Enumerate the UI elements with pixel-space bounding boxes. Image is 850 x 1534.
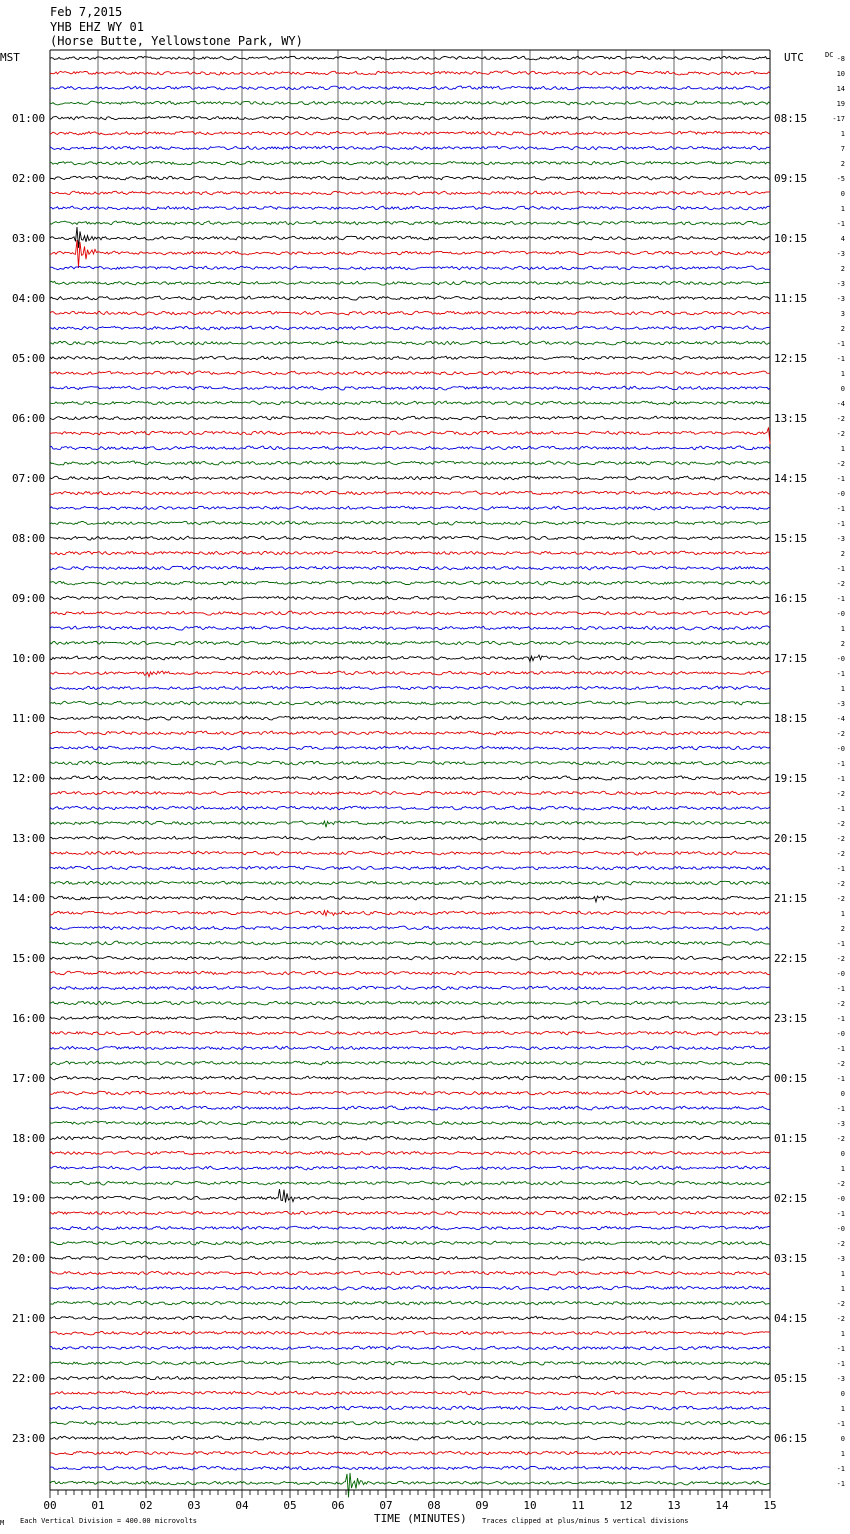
trace-row [50, 1436, 770, 1440]
dc-offset-label: -2 [836, 835, 845, 843]
mst-hour-label: 14:00 [12, 892, 46, 905]
utc-hour-label: 04:15 [774, 1312, 808, 1325]
dc-offset-label: 2 [840, 325, 845, 333]
dc-offset-label: 1 [840, 130, 845, 138]
trace-row [50, 926, 770, 930]
x-tick-label: 10 [523, 1499, 537, 1512]
trace-row [50, 1016, 770, 1020]
trace-row [50, 1226, 770, 1230]
dc-offset-label: -2 [836, 820, 845, 828]
trace-row [50, 240, 770, 268]
dc-offset-label: 4 [840, 235, 845, 243]
trace-row [50, 686, 770, 690]
dc-offset-label: -3 [836, 280, 845, 288]
dc-offset-label: 1 [840, 1405, 845, 1413]
dc-offset-label: -4 [836, 400, 845, 408]
utc-hour-label: 23:15 [774, 1012, 808, 1025]
left-timezone-label: MST [0, 51, 20, 64]
chart-date: Feb 7,2015 [50, 5, 123, 19]
dc-offset-label: -2 [836, 1000, 845, 1008]
dc-offset-label: -3 [836, 700, 845, 708]
dc-offset-label: -1 [836, 1420, 845, 1428]
dc-offset-label: -0 [836, 970, 845, 978]
trace-row [50, 716, 770, 720]
dc-offset-label: -2 [836, 1060, 845, 1068]
trace-row [50, 266, 770, 270]
dc-offset-label: 1 [840, 1330, 845, 1338]
dc-offset-label: -0 [836, 490, 845, 498]
trace-row [50, 1151, 770, 1155]
dc-offset-label: -2 [836, 415, 845, 423]
dc-offset-label: -17 [832, 115, 845, 123]
dc-offset-label: -3 [836, 535, 845, 543]
trace-row [50, 566, 770, 570]
trace-row [50, 227, 770, 248]
clip-note: Traces clipped at plus/minus 5 vertical divisions [482, 1517, 689, 1525]
trace-row [50, 1076, 770, 1080]
trace-row [50, 911, 770, 916]
right-timezone-label: UTC [784, 51, 804, 64]
dc-offset-label: -0 [836, 1030, 845, 1038]
dc-offset-label: -1 [836, 805, 845, 813]
trace-row [50, 446, 770, 450]
trace-row [50, 1121, 770, 1125]
dc-offset-label: -1 [836, 1345, 845, 1353]
dc-offset-label: -3 [836, 295, 845, 303]
trace-row [50, 671, 770, 677]
trace-row [50, 581, 770, 585]
utc-hour-label: 11:15 [774, 292, 808, 305]
mst-hour-label: 16:00 [12, 1012, 46, 1025]
dc-offset-label: 1 [840, 910, 845, 918]
dc-offset-label: -2 [836, 895, 845, 903]
dc-offset-label: 0 [840, 1435, 845, 1443]
trace-row [50, 146, 770, 150]
dc-offset-label: -1 [836, 1075, 845, 1083]
dc-offset-label: -2 [836, 430, 845, 438]
dc-offset-label: -2 [836, 790, 845, 798]
mst-hour-label: 18:00 [12, 1132, 46, 1145]
trace-row [50, 836, 770, 840]
dc-offset-label: 1 [840, 1165, 845, 1173]
utc-hour-label: 09:15 [774, 172, 808, 185]
dc-offset-label: -4 [836, 715, 845, 723]
trace-row [50, 1091, 770, 1095]
utc-hour-label: 03:15 [774, 1252, 808, 1265]
trace-row [50, 731, 770, 735]
trace-row [50, 491, 770, 495]
trace-row [50, 341, 770, 345]
x-tick-label: 06 [331, 1499, 345, 1512]
trace-row [50, 281, 770, 285]
trace-row [50, 626, 770, 630]
trace-row [50, 1346, 770, 1350]
trace-row [50, 655, 770, 662]
trace-row [50, 1189, 770, 1202]
dc-offset-label: -3 [836, 1120, 845, 1128]
dc-offset-label: -1 [836, 670, 845, 678]
dc-offset-label: 2 [840, 925, 845, 933]
dc-offset-label: 1 [840, 370, 845, 378]
mst-hour-label: 23:00 [12, 1432, 46, 1445]
x-axis-title: TIME (MINUTES) [374, 1512, 467, 1525]
dc-column-label: DC [825, 51, 834, 59]
dc-offset-label: -1 [836, 1465, 845, 1473]
dc-offset-label: -5 [836, 175, 845, 183]
dc-offset-label: 2 [840, 265, 845, 273]
utc-hour-label: 16:15 [774, 592, 808, 605]
trace-row [50, 611, 770, 615]
trace-row [50, 1316, 770, 1320]
dc-offset-label: 0 [840, 385, 845, 393]
dc-offset-label: -0 [836, 1225, 845, 1233]
trace-row [50, 1406, 770, 1410]
dc-offset-label: 2 [840, 550, 845, 558]
trace-row [50, 131, 770, 135]
trace-row [50, 1241, 770, 1245]
x-tick-label: 11 [571, 1499, 585, 1512]
mst-hour-label: 11:00 [12, 712, 46, 725]
trace-row [50, 1451, 770, 1455]
dc-offset-label: -2 [836, 1240, 845, 1248]
mst-hour-label: 02:00 [12, 172, 46, 185]
mst-hour-label: 06:00 [12, 412, 46, 425]
trace-row [50, 1166, 770, 1170]
trace-row [50, 71, 770, 75]
mst-hour-label: 07:00 [12, 472, 46, 485]
trace-row [50, 56, 770, 60]
trace-row [50, 956, 770, 960]
dc-offset-label: 1 [840, 1285, 845, 1293]
trace-row [50, 1271, 770, 1275]
dc-offset-label: 0 [840, 1390, 845, 1398]
mst-hour-label: 09:00 [12, 592, 46, 605]
trace-row [50, 851, 770, 855]
trace-row [50, 1301, 770, 1305]
dc-offset-label: 2 [840, 640, 845, 648]
mst-hour-label: 20:00 [12, 1252, 46, 1265]
dc-offset-label: 1 [840, 685, 845, 693]
dc-offset-label: -1 [836, 865, 845, 873]
trace-row [50, 1376, 770, 1380]
dc-offset-label: -2 [836, 1300, 845, 1308]
dc-offset-label: -1 [836, 985, 845, 993]
mst-hour-labels [12, 112, 45, 1445]
x-tick-label: 00 [43, 1499, 57, 1512]
trace-row [50, 551, 770, 555]
trace-row [50, 371, 770, 375]
trace-row [50, 476, 770, 480]
trace-row [50, 821, 770, 827]
utc-hour-label: 19:15 [774, 772, 808, 785]
dc-offset-label: -3 [836, 1255, 845, 1263]
trace-row [50, 206, 770, 210]
trace-row [50, 161, 770, 165]
dc-offset-label: -1 [836, 505, 845, 513]
trace-row [50, 176, 770, 180]
mst-hour-label: 04:00 [12, 292, 46, 305]
trace-row [50, 806, 770, 810]
trace-row [50, 1001, 770, 1005]
trace-row [50, 701, 770, 705]
x-tick-label: 01 [91, 1499, 105, 1512]
mst-hour-label: 03:00 [12, 232, 46, 245]
dc-offset-label: -2 [836, 1180, 845, 1188]
utc-hour-labels [774, 112, 807, 1445]
mst-hour-label: 08:00 [12, 532, 46, 545]
utc-hour-label: 17:15 [774, 652, 808, 665]
utc-hour-label: 18:15 [774, 712, 808, 725]
x-tick-label: 07 [379, 1499, 393, 1512]
trace-row [50, 971, 770, 975]
trace-row [50, 1046, 770, 1050]
dc-offset-label: 1 [840, 1270, 845, 1278]
dc-offset-label: -1 [836, 565, 845, 573]
trace-row [50, 1391, 770, 1395]
x-tick-label: 14 [715, 1499, 729, 1512]
x-tick-label: 13 [667, 1499, 681, 1512]
utc-hour-label: 02:15 [774, 1192, 808, 1205]
dc-offset-label: 0 [840, 1150, 845, 1158]
mst-hour-label: 15:00 [12, 952, 46, 965]
dc-offset-label: -8 [836, 55, 845, 63]
mst-hour-label: 17:00 [12, 1072, 46, 1085]
trace-row [50, 1361, 770, 1365]
dc-offset-label: -0 [836, 610, 845, 618]
trace-row [50, 641, 770, 645]
dc-offset-label: 1 [840, 445, 845, 453]
dc-offset-label: -2 [836, 850, 845, 858]
dc-offset-label: -3 [836, 250, 845, 258]
trace-row [50, 791, 770, 795]
dc-offset-label: -0 [836, 745, 845, 753]
dc-offset-label: -1 [836, 220, 845, 228]
trace-row [50, 986, 770, 990]
dc-offset-label: -1 [836, 940, 845, 948]
utc-hour-label: 08:15 [774, 112, 808, 125]
x-tick-label: 15 [763, 1499, 777, 1512]
vertical-scale-note: Each Vertical Division = 400.00 microvolts [20, 1517, 198, 1525]
dc-offset-label: 10 [836, 70, 845, 78]
trace-row [50, 427, 770, 444]
utc-hour-label: 15:15 [774, 532, 808, 545]
dc-offset-label: -1 [836, 1015, 845, 1023]
trace-row [50, 1421, 770, 1425]
trace-row [50, 761, 770, 765]
utc-hour-label: 00:15 [774, 1072, 808, 1085]
dc-offset-label: -1 [836, 595, 845, 603]
x-tick-label: 04 [235, 1499, 249, 1512]
dc-offset-label: -1 [836, 475, 845, 483]
dc-offset-label: -2 [836, 460, 845, 468]
trace-row [50, 116, 770, 120]
dc-offset-label: -1 [836, 1480, 845, 1488]
dc-offset-label: -1 [836, 1105, 845, 1113]
dc-offset-label: -1 [836, 340, 845, 348]
utc-hour-label: 01:15 [774, 1132, 808, 1145]
dc-offset-label: -1 [836, 520, 845, 528]
dc-offset-label: 1 [840, 1450, 845, 1458]
dc-offset-label: -3 [836, 1375, 845, 1383]
trace-row [50, 1256, 770, 1260]
trace-row [50, 461, 770, 465]
dc-offset-label: -2 [836, 730, 845, 738]
dc-offset-label: -1 [836, 775, 845, 783]
time-axis [43, 1490, 776, 1512]
trace-row [50, 866, 770, 870]
utc-hour-label: 10:15 [774, 232, 808, 245]
dc-offset-label: 2 [840, 160, 845, 168]
trace-row [50, 101, 770, 105]
dc-offset-label: -1 [836, 355, 845, 363]
trace-row [50, 1061, 770, 1065]
dc-offset-label: -1 [836, 760, 845, 768]
trace-row [50, 896, 770, 902]
dc-offset-label: 1 [840, 205, 845, 213]
dc-offset-label: 7 [840, 145, 845, 153]
dc-offset-label: -2 [836, 1135, 845, 1143]
trace-row [50, 1136, 770, 1140]
mst-hour-label: 13:00 [12, 832, 46, 845]
utc-hour-label: 14:15 [774, 472, 808, 485]
utc-hour-label: 22:15 [774, 952, 808, 965]
trace-row [50, 311, 770, 315]
trace-row [50, 1031, 770, 1035]
dc-offset-label: -1 [836, 1210, 845, 1218]
dc-offset-label: -0 [836, 1195, 845, 1203]
mst-hour-label: 10:00 [12, 652, 46, 665]
trace-row [50, 1106, 770, 1110]
dc-offset-label: -0 [836, 655, 845, 663]
utc-hour-label: 06:15 [774, 1432, 808, 1445]
utc-hour-label: 12:15 [774, 352, 808, 365]
trace-row [50, 881, 770, 885]
trace-row [50, 521, 770, 525]
trace-row [50, 86, 770, 90]
x-tick-label: 03 [187, 1499, 201, 1512]
dc-offset-label: 3 [840, 310, 845, 318]
utc-hour-label: 21:15 [774, 892, 808, 905]
trace-row [50, 1286, 770, 1290]
trace-row [50, 596, 770, 600]
dc-offset-label: 0 [840, 190, 845, 198]
trace-row [50, 1331, 770, 1335]
dc-offset-label: 1 [840, 625, 845, 633]
trace-row [50, 221, 770, 225]
dc-offset-label: 14 [836, 85, 845, 93]
dc-offset-label: -2 [836, 580, 845, 588]
scale-mark: M [0, 1519, 5, 1527]
trace-row [50, 191, 770, 195]
dc-offset-label: 0 [840, 1090, 845, 1098]
x-tick-label: 02 [139, 1499, 153, 1512]
trace-row [50, 1181, 770, 1185]
mst-hour-label: 05:00 [12, 352, 46, 365]
dc-offset-label: -1 [836, 1045, 845, 1053]
station-location: (Horse Butte, Yellowstone Park, WY) [50, 34, 303, 48]
dc-offset-label: -2 [836, 955, 845, 963]
mst-hour-label: 22:00 [12, 1372, 46, 1385]
trace-row [50, 941, 770, 945]
trace-row [50, 1211, 770, 1215]
trace-row [50, 401, 770, 405]
trace-row [50, 1466, 770, 1470]
mst-hour-label: 21:00 [12, 1312, 46, 1325]
mst-hour-label: 12:00 [12, 772, 46, 785]
trace-row [50, 386, 770, 390]
trace-row [50, 356, 770, 360]
x-tick-label: 09 [475, 1499, 489, 1512]
station-code: YHB EHZ WY 01 [50, 20, 144, 34]
trace-row [50, 296, 770, 300]
dc-offset-column [832, 55, 845, 1488]
trace-lines [50, 56, 770, 1497]
trace-row [50, 326, 770, 330]
utc-hour-label: 13:15 [774, 412, 808, 425]
dc-offset-label: -2 [836, 880, 845, 888]
dc-offset-label: -1 [836, 1360, 845, 1368]
trace-row [50, 776, 770, 780]
mst-hour-label: 01:00 [12, 112, 46, 125]
dc-offset-label: 19 [836, 100, 845, 108]
utc-hour-label: 05:15 [774, 1372, 808, 1385]
mst-hour-label: 19:00 [12, 1192, 46, 1205]
trace-row [50, 536, 770, 540]
trace-row [50, 746, 770, 750]
x-tick-label: 08 [427, 1499, 441, 1512]
trace-row [50, 416, 770, 420]
dc-offset-label: -2 [836, 1315, 845, 1323]
utc-hour-label: 20:15 [774, 832, 808, 845]
trace-row [50, 506, 770, 510]
x-tick-label: 12 [619, 1499, 633, 1512]
x-tick-label: 05 [283, 1499, 297, 1512]
